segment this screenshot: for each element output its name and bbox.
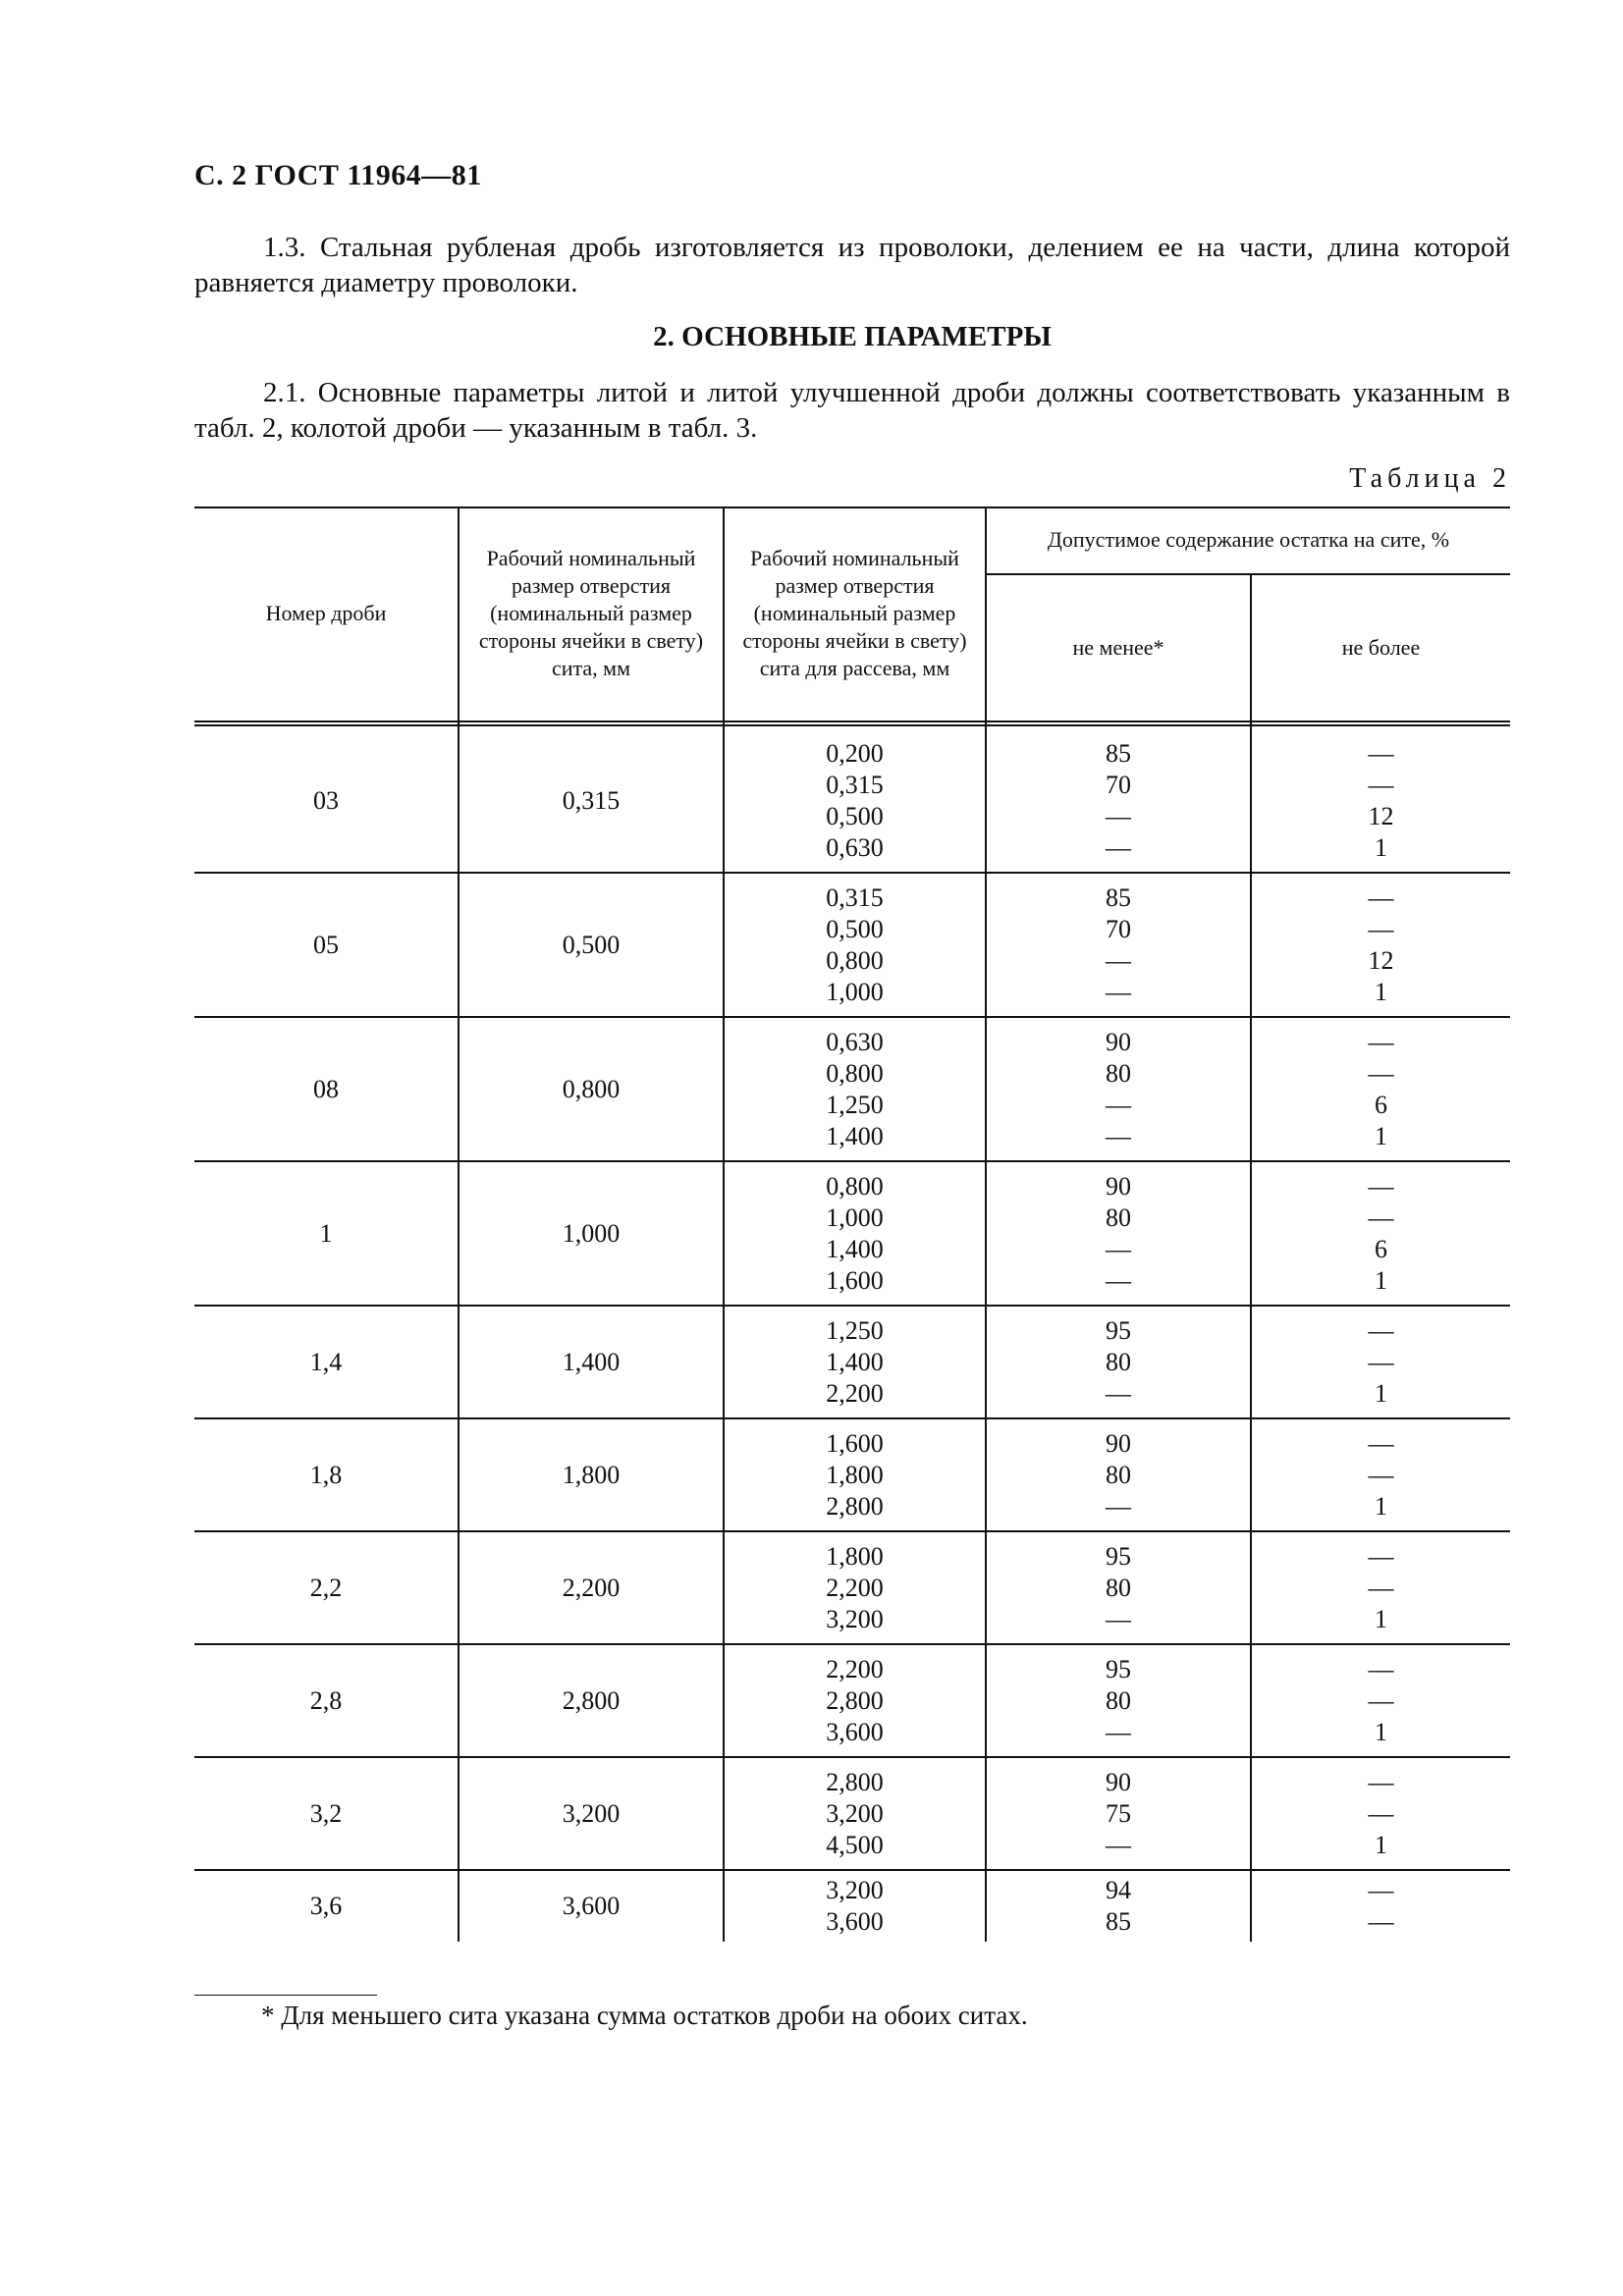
- max-residue-value: 6: [1375, 1090, 1387, 1119]
- sieve-size-value: 0,800: [826, 945, 884, 975]
- sieves-stack: [725, 1767, 985, 1861]
- min-residue-value: 95: [1106, 1315, 1131, 1345]
- max-stack: [1252, 882, 1510, 1008]
- sieves-stack: [725, 1541, 985, 1635]
- nominal-size-cell: 3,600: [562, 1892, 621, 1920]
- max-residue-value: —: [1368, 1315, 1394, 1345]
- sieve-size-value: 0,315: [826, 770, 884, 799]
- max-residue-value: —: [1368, 770, 1394, 799]
- sieves-stack: [725, 1875, 985, 1938]
- header-shot-number: Номер дроби: [265, 601, 387, 625]
- sieve-size-value: 0,200: [826, 738, 884, 768]
- max-residue-value: —: [1368, 1428, 1394, 1458]
- max-residue-value: —: [1368, 1654, 1394, 1683]
- sieves-stack: [725, 738, 985, 864]
- max-stack: [1252, 1428, 1510, 1522]
- paragraph-1-3: [194, 230, 1510, 300]
- min-residue-value: 70: [1106, 914, 1131, 943]
- min-residue-value: —: [1106, 1717, 1131, 1746]
- shot-number-cell: 2,8: [309, 1685, 343, 1715]
- sieve-size-value: 1,800: [826, 1541, 884, 1571]
- shot-number-cell: 1,4: [309, 1347, 343, 1376]
- sieve-size-value: 3,200: [826, 1604, 884, 1633]
- sieves-stack: [725, 1171, 985, 1297]
- sieve-size-value: 0,800: [826, 1171, 884, 1201]
- sieve-size-value: 1,400: [826, 1347, 884, 1376]
- max-residue-value: —: [1368, 882, 1394, 912]
- min-residue-value: —: [1106, 1121, 1131, 1150]
- sieve-size-value: 0,500: [826, 914, 884, 943]
- nominal-size-cell: 2,200: [562, 1573, 621, 1602]
- footnote: * Для меньшего сита указана сумма остатков дроби на обоих ситах.: [261, 2001, 1028, 2030]
- header-sieve-size: Рабочий номинальный размер отверстия (номинальный размер стороны ячейки в свету) сита для рассева, мм: [742, 546, 967, 680]
- max-stack: [1252, 1027, 1510, 1152]
- sieve-size-value: 2,800: [826, 1685, 884, 1715]
- max-residue-value: —: [1368, 1685, 1394, 1715]
- min-residue-value: 70: [1106, 770, 1131, 799]
- sieve-size-value: 3,600: [826, 1717, 884, 1746]
- min-residue-value: —: [1106, 1830, 1131, 1859]
- sieve-size-value: 1,600: [826, 1428, 884, 1458]
- max-residue-value: 1: [1375, 1378, 1387, 1408]
- header-allowed-residue: Допустимое содержание остатка на сите, %: [1047, 527, 1450, 552]
- max-residue-value: —: [1368, 1027, 1394, 1056]
- header-nominal-size: Рабочий номинальный размер отверстия (номинальный размер стороны ячейки в свету) сита, мм: [478, 546, 704, 680]
- sieve-size-value: 4,500: [826, 1830, 884, 1859]
- sieve-size-value: 2,200: [826, 1573, 884, 1602]
- sieve-size-value: 0,500: [826, 801, 884, 830]
- header-bottom-rule-double: [194, 724, 1510, 726]
- sieve-size-value: 3,200: [826, 1798, 884, 1828]
- sieve-size-value: 0,630: [826, 1027, 884, 1056]
- sieve-size-value: 2,800: [826, 1767, 884, 1796]
- min-residue-value: 90: [1106, 1428, 1131, 1458]
- min-residue-value: 85: [1106, 1907, 1131, 1936]
- max-residue-value: 1: [1375, 1491, 1387, 1521]
- max-residue-value: —: [1368, 1798, 1394, 1828]
- min-stack: [987, 882, 1250, 1008]
- min-residue-value: —: [1106, 801, 1131, 830]
- sieves-stack: [725, 1654, 985, 1748]
- max-residue-value: 1: [1375, 977, 1387, 1006]
- paragraph-2-1-text: 2.1. Основные параметры литой и литой улучшенной дроби должны соответствовать указанным в табл. 2, колотой дроби — указанным в табл. 3.: [194, 377, 1510, 444]
- min-residue-value: —: [1106, 1491, 1131, 1521]
- max-residue-value: 6: [1375, 1234, 1387, 1263]
- max-stack: [1252, 738, 1510, 864]
- min-stack: [987, 1767, 1250, 1861]
- max-residue-value: —: [1368, 1876, 1394, 1904]
- min-residue-value: 80: [1106, 1202, 1131, 1232]
- max-residue-value: —: [1368, 1347, 1394, 1376]
- max-residue-value: —: [1368, 1573, 1394, 1602]
- sieve-size-value: 1,600: [826, 1265, 884, 1295]
- shot-number-cell: 1,8: [309, 1460, 343, 1489]
- min-residue-value: 90: [1106, 1767, 1131, 1796]
- max-stack: [1252, 1654, 1510, 1748]
- sieves-stack: [725, 1027, 985, 1152]
- sieve-size-value: 0,315: [826, 882, 884, 912]
- sieve-size-value: 2,200: [826, 1378, 884, 1408]
- max-residue-value: 1: [1375, 1717, 1387, 1746]
- sieve-size-value: 1,800: [826, 1460, 884, 1489]
- min-residue-value: —: [1106, 977, 1131, 1006]
- header-bottom-rule: [194, 721, 1510, 722]
- nominal-size-cell: 0,800: [562, 1074, 621, 1103]
- sieve-size-value: 1,000: [826, 1202, 884, 1232]
- paragraph-2-1: [194, 375, 1510, 446]
- min-residue-value: 90: [1106, 1027, 1131, 1056]
- sieve-size-value: 0,630: [826, 832, 884, 862]
- max-stack: [1252, 1315, 1510, 1410]
- max-residue-value: 12: [1368, 945, 1394, 975]
- min-stack: [987, 738, 1250, 864]
- paragraph-1-3-text: 1.3. Стальная рубленая дробь изготовляется из проволоки, делением ее на части, длина которой равняется диаметру проволоки.: [194, 232, 1510, 298]
- section-title: 2. ОСНОВНЫЕ ПАРАМЕТРЫ: [653, 321, 1052, 352]
- nominal-size-cell: 1,800: [562, 1460, 621, 1489]
- min-stack: [987, 1027, 1250, 1152]
- min-residue-value: —: [1106, 1265, 1131, 1295]
- sieves-stack: [725, 1315, 985, 1410]
- header-max: не более: [1341, 635, 1421, 660]
- nominal-size-cell: 0,500: [562, 930, 621, 959]
- min-residue-value: —: [1106, 832, 1131, 862]
- sieve-size-value: 1,400: [826, 1121, 884, 1150]
- min-residue-value: —: [1106, 945, 1131, 975]
- max-residue-value: —: [1368, 914, 1394, 943]
- min-stack: [987, 1428, 1250, 1522]
- min-residue-value: 80: [1106, 1058, 1131, 1088]
- header-min: не менее*: [1072, 635, 1164, 660]
- min-residue-value: —: [1106, 1378, 1131, 1408]
- max-residue-value: 1: [1375, 1830, 1387, 1859]
- min-residue-value: —: [1106, 1234, 1131, 1263]
- max-residue-value: 1: [1375, 832, 1387, 862]
- max-residue-value: 1: [1375, 1604, 1387, 1633]
- shot-number-cell: 1: [319, 1218, 333, 1248]
- parameters-table: [194, 507, 1510, 1942]
- max-residue-value: —: [1368, 1058, 1394, 1088]
- sieve-size-value: 1,250: [826, 1090, 884, 1119]
- max-residue-value: 1: [1375, 1121, 1387, 1150]
- sieves-stack: [725, 1428, 985, 1522]
- max-residue-value: —: [1368, 1171, 1394, 1201]
- min-stack: [987, 1541, 1250, 1635]
- max-residue-value: —: [1368, 1202, 1394, 1232]
- max-stack: [1252, 1875, 1510, 1938]
- footnote-rule: [194, 1995, 377, 1996]
- min-residue-value: —: [1106, 1090, 1131, 1119]
- nominal-size-cell: 1,400: [562, 1347, 621, 1376]
- nominal-size-cell: 1,000: [562, 1218, 621, 1248]
- shot-number-cell: 2,2: [309, 1573, 343, 1602]
- sieves-stack: [725, 882, 985, 1008]
- max-residue-value: 12: [1368, 801, 1394, 830]
- min-residue-value: 95: [1106, 1654, 1131, 1683]
- table-caption: Таблица 2: [1349, 463, 1511, 494]
- min-residue-value: 94: [1106, 1876, 1131, 1904]
- min-stack: [987, 1315, 1250, 1410]
- min-residue-value: 80: [1106, 1685, 1131, 1715]
- max-stack: [1252, 1541, 1510, 1635]
- min-residue-value: 90: [1106, 1171, 1131, 1201]
- sieve-size-value: 1,250: [826, 1315, 884, 1345]
- sieve-size-value: 3,200: [826, 1876, 884, 1904]
- max-residue-value: 1: [1375, 1265, 1387, 1295]
- min-residue-value: 80: [1106, 1347, 1131, 1376]
- max-residue-value: —: [1368, 738, 1394, 768]
- max-stack: [1252, 1171, 1510, 1297]
- sieve-size-value: 3,600: [826, 1907, 884, 1936]
- page-header: С. 2 ГОСТ 11964—81: [194, 159, 482, 191]
- min-residue-value: 85: [1106, 882, 1131, 912]
- sieve-size-value: 1,400: [826, 1234, 884, 1263]
- min-residue-value: —: [1106, 1604, 1131, 1633]
- nominal-size-cell: 3,200: [562, 1798, 621, 1828]
- min-residue-value: 80: [1106, 1573, 1131, 1602]
- max-stack: [1252, 1767, 1510, 1861]
- sieve-size-value: 2,800: [826, 1491, 884, 1521]
- nominal-size-cell: 0,315: [562, 785, 621, 815]
- shot-number-cell: 08: [313, 1074, 339, 1103]
- min-residue-value: 85: [1106, 738, 1131, 768]
- min-residue-value: 80: [1106, 1460, 1131, 1489]
- shot-number-cell: 03: [313, 785, 339, 815]
- min-stack: [987, 1171, 1250, 1297]
- shot-number-cell: 3,6: [309, 1892, 343, 1920]
- sieve-size-value: 1,000: [826, 977, 884, 1006]
- max-residue-value: —: [1368, 1767, 1394, 1796]
- max-residue-value: —: [1368, 1460, 1394, 1489]
- min-stack: [987, 1654, 1250, 1748]
- sieve-size-value: 0,800: [826, 1058, 884, 1088]
- max-residue-value: —: [1368, 1541, 1394, 1571]
- sieve-size-value: 2,200: [826, 1654, 884, 1683]
- min-stack: [987, 1875, 1250, 1938]
- shot-number-cell: 05: [313, 930, 339, 959]
- nominal-size-cell: 2,800: [562, 1685, 621, 1715]
- min-residue-value: 75: [1106, 1798, 1131, 1828]
- shot-number-cell: 3,2: [309, 1798, 343, 1828]
- min-residue-value: 95: [1106, 1541, 1131, 1571]
- max-residue-value: —: [1368, 1907, 1394, 1936]
